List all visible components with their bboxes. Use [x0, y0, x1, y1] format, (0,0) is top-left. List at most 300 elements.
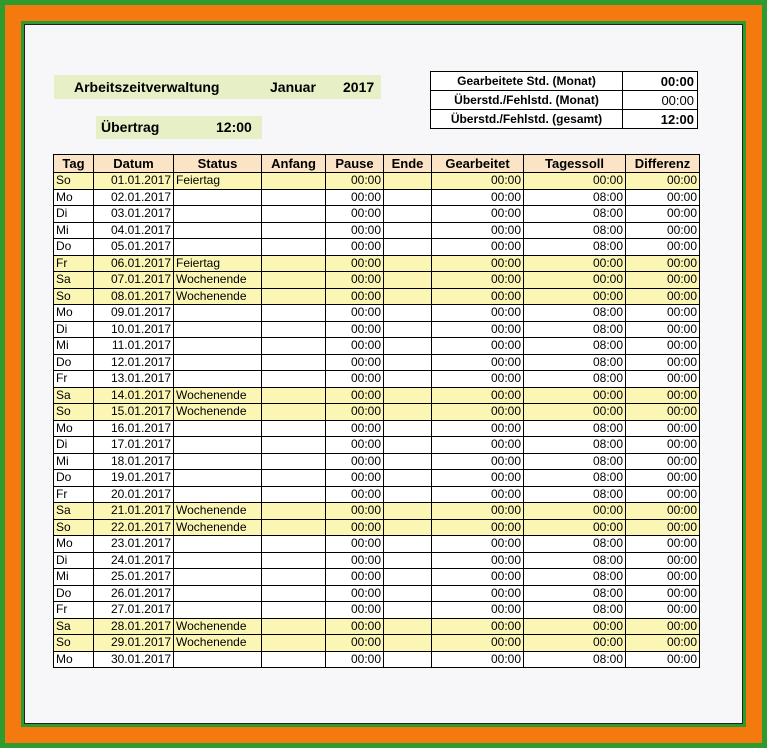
cell-differenz[interactable]: 00:00	[626, 354, 700, 371]
cell-tag[interactable]: Mo	[54, 189, 94, 206]
cell-differenz[interactable]: 00:00	[626, 618, 700, 635]
cell-status[interactable]: Wochenende	[174, 635, 262, 652]
cell-anfang[interactable]	[262, 453, 326, 470]
cell-status[interactable]	[174, 569, 262, 586]
cell-tagessoll[interactable]: 08:00	[524, 585, 626, 602]
cell-ende[interactable]	[384, 651, 432, 668]
cell-ende[interactable]	[384, 305, 432, 322]
cell-gearbeitet[interactable]: 00:00	[432, 420, 524, 437]
table-row	[54, 189, 700, 206]
cell-ende[interactable]	[384, 338, 432, 355]
cell-datum[interactable]: 17.01.2017	[94, 437, 174, 454]
cell-tagessoll[interactable]: 08:00	[524, 189, 626, 206]
cell-tagessoll[interactable]: 08:00	[524, 420, 626, 437]
cell-datum[interactable]: 03.01.2017	[94, 206, 174, 223]
col-header-differenz: Differenz	[626, 155, 700, 173]
cell-datum[interactable]: 26.01.2017	[94, 585, 174, 602]
cell-datum[interactable]: 12.01.2017	[94, 354, 174, 371]
cell-datum[interactable]: 23.01.2017	[94, 536, 174, 553]
cell-ende[interactable]	[384, 552, 432, 569]
cell-status[interactable]: Wochenende	[174, 618, 262, 635]
cell-datum[interactable]: 30.01.2017	[94, 651, 174, 668]
cell-tag[interactable]: So	[54, 404, 94, 421]
cell-tag[interactable]: Di	[54, 321, 94, 338]
cell-anfang[interactable]	[262, 321, 326, 338]
cell-gearbeitet[interactable]: 00:00	[432, 222, 524, 239]
cell-status[interactable]	[174, 651, 262, 668]
cell-differenz[interactable]: 00:00	[626, 453, 700, 470]
table-row	[54, 470, 700, 487]
cell-tagessoll[interactable]: 00:00	[524, 635, 626, 652]
cell-tag[interactable]: Mo	[54, 536, 94, 553]
cell-pause[interactable]: 00:00	[326, 420, 384, 437]
cell-datum[interactable]: 15.01.2017	[94, 404, 174, 421]
cell-ende[interactable]	[384, 321, 432, 338]
cell-pause[interactable]: 00:00	[326, 552, 384, 569]
cell-gearbeitet[interactable]: 00:00	[432, 354, 524, 371]
cell-status[interactable]: Wochenende	[174, 519, 262, 536]
cell-ende[interactable]	[384, 420, 432, 437]
cell-differenz[interactable]: 00:00	[626, 189, 700, 206]
cell-tagessoll[interactable]: 08:00	[524, 437, 626, 454]
cell-differenz[interactable]: 00:00	[626, 321, 700, 338]
table-row	[54, 635, 700, 652]
cell-tagessoll[interactable]: 08:00	[524, 222, 626, 239]
cell-gearbeitet[interactable]: 00:00	[432, 569, 524, 586]
cell-pause[interactable]: 00:00	[326, 651, 384, 668]
cell-differenz[interactable]: 00:00	[626, 272, 700, 289]
cell-pause[interactable]: 00:00	[326, 189, 384, 206]
cell-tag[interactable]: Mo	[54, 420, 94, 437]
cell-pause[interactable]: 00:00	[326, 354, 384, 371]
cell-tagessoll[interactable]: 00:00	[524, 272, 626, 289]
cell-ende[interactable]	[384, 437, 432, 454]
cell-tagessoll[interactable]: 08:00	[524, 470, 626, 487]
cell-pause[interactable]: 00:00	[326, 255, 384, 272]
cell-tagessoll[interactable]: 08:00	[524, 552, 626, 569]
cell-anfang[interactable]	[262, 272, 326, 289]
cell-gearbeitet[interactable]: 00:00	[432, 272, 524, 289]
cell-ende[interactable]	[384, 206, 432, 223]
cell-datum[interactable]: 14.01.2017	[94, 387, 174, 404]
cell-pause[interactable]: 00:00	[326, 305, 384, 322]
table-row	[54, 486, 700, 503]
cell-gearbeitet[interactable]: 00:00	[432, 305, 524, 322]
table-row	[54, 387, 700, 404]
cell-ende[interactable]	[384, 239, 432, 256]
cell-datum[interactable]: 22.01.2017	[94, 519, 174, 536]
cell-gearbeitet[interactable]: 00:00	[432, 288, 524, 305]
cell-differenz[interactable]: 00:00	[626, 651, 700, 668]
cell-ende[interactable]	[384, 288, 432, 305]
cell-tag[interactable]: Do	[54, 354, 94, 371]
cell-tagessoll[interactable]: 08:00	[524, 371, 626, 388]
carryover-value[interactable]: 12:00	[216, 119, 252, 135]
cell-ende[interactable]	[384, 404, 432, 421]
summary-value: 00:00	[623, 91, 698, 110]
cell-datum[interactable]: 13.01.2017	[94, 371, 174, 388]
cell-differenz[interactable]: 00:00	[626, 536, 700, 553]
cell-tagessoll[interactable]: 08:00	[524, 239, 626, 256]
cell-gearbeitet[interactable]: 00:00	[432, 635, 524, 652]
cell-status[interactable]	[174, 552, 262, 569]
cell-tag[interactable]: Mi	[54, 338, 94, 355]
cell-tagessoll[interactable]: 08:00	[524, 321, 626, 338]
cell-differenz[interactable]: 00:00	[626, 437, 700, 454]
cell-tagessoll[interactable]: 00:00	[524, 288, 626, 305]
table-row	[54, 651, 700, 668]
cell-tag[interactable]: Di	[54, 206, 94, 223]
cell-anfang[interactable]	[262, 239, 326, 256]
cell-pause[interactable]: 00:00	[326, 437, 384, 454]
cell-pause[interactable]: 00:00	[326, 387, 384, 404]
cell-tag[interactable]: Mi	[54, 222, 94, 239]
cell-anfang[interactable]	[262, 519, 326, 536]
cell-datum[interactable]: 18.01.2017	[94, 453, 174, 470]
cell-status[interactable]	[174, 486, 262, 503]
cell-pause[interactable]: 00:00	[326, 288, 384, 305]
cell-differenz[interactable]: 00:00	[626, 486, 700, 503]
cell-tagessoll[interactable]: 00:00	[524, 618, 626, 635]
cell-gearbeitet[interactable]: 00:00	[432, 536, 524, 553]
cell-gearbeitet[interactable]: 00:00	[432, 585, 524, 602]
table-row	[54, 239, 700, 256]
cell-gearbeitet[interactable]: 00:00	[432, 255, 524, 272]
cell-pause[interactable]: 00:00	[326, 222, 384, 239]
col-header-pause: Pause	[326, 155, 384, 173]
cell-datum[interactable]: 01.01.2017	[94, 173, 174, 190]
col-header-datum: Datum	[94, 155, 174, 173]
cell-anfang[interactable]	[262, 255, 326, 272]
cell-gearbeitet[interactable]: 00:00	[432, 321, 524, 338]
cell-ende[interactable]	[384, 255, 432, 272]
cell-differenz[interactable]: 00:00	[626, 255, 700, 272]
cell-tag[interactable]: Fr	[54, 255, 94, 272]
cell-tagessoll[interactable]: 08:00	[524, 602, 626, 619]
cell-status[interactable]	[174, 321, 262, 338]
cell-tagessoll[interactable]: 00:00	[524, 255, 626, 272]
cell-pause[interactable]: 00:00	[326, 453, 384, 470]
cell-tag[interactable]: So	[54, 288, 94, 305]
cell-status[interactable]	[174, 239, 262, 256]
cell-ende[interactable]	[384, 635, 432, 652]
cell-tagessoll[interactable]: 08:00	[524, 338, 626, 355]
cell-tag[interactable]: So	[54, 173, 94, 190]
cell-tagessoll[interactable]: 00:00	[524, 404, 626, 421]
cell-pause[interactable]: 00:00	[326, 519, 384, 536]
cell-datum[interactable]: 07.01.2017	[94, 272, 174, 289]
cell-gearbeitet[interactable]: 00:00	[432, 404, 524, 421]
cell-differenz[interactable]: 00:00	[626, 338, 700, 355]
cell-gearbeitet[interactable]: 00:00	[432, 552, 524, 569]
cell-datum[interactable]: 08.01.2017	[94, 288, 174, 305]
cell-tagessoll[interactable]: 00:00	[524, 173, 626, 190]
cell-pause[interactable]: 00:00	[326, 602, 384, 619]
cell-status[interactable]	[174, 222, 262, 239]
cell-tag[interactable]: Di	[54, 552, 94, 569]
cell-status[interactable]	[174, 354, 262, 371]
cell-status[interactable]: Feiertag	[174, 173, 262, 190]
cell-pause[interactable]: 00:00	[326, 173, 384, 190]
cell-tagessoll[interactable]: 00:00	[524, 519, 626, 536]
cell-tag[interactable]: Di	[54, 437, 94, 454]
cell-tagessoll[interactable]: 08:00	[524, 569, 626, 586]
cell-anfang[interactable]	[262, 470, 326, 487]
table-row	[54, 404, 700, 421]
cell-differenz[interactable]: 00:00	[626, 305, 700, 322]
cell-tagessoll[interactable]: 00:00	[524, 503, 626, 520]
cell-gearbeitet[interactable]: 00:00	[432, 651, 524, 668]
cell-tagessoll[interactable]: 00:00	[524, 387, 626, 404]
cell-ende[interactable]	[384, 536, 432, 553]
cell-ende[interactable]	[384, 371, 432, 388]
cell-anfang[interactable]	[262, 536, 326, 553]
cell-datum[interactable]: 16.01.2017	[94, 420, 174, 437]
cell-pause[interactable]: 00:00	[326, 536, 384, 553]
cell-differenz[interactable]: 00:00	[626, 387, 700, 404]
cell-differenz[interactable]: 00:00	[626, 552, 700, 569]
cell-differenz[interactable]: 00:00	[626, 420, 700, 437]
cell-datum[interactable]: 04.01.2017	[94, 222, 174, 239]
cell-datum[interactable]: 06.01.2017	[94, 255, 174, 272]
cell-anfang[interactable]	[262, 305, 326, 322]
cell-pause[interactable]: 00:00	[326, 239, 384, 256]
cell-ende[interactable]	[384, 387, 432, 404]
cell-pause[interactable]: 00:00	[326, 371, 384, 388]
cell-status[interactable]: Wochenende	[174, 387, 262, 404]
cell-anfang[interactable]	[262, 651, 326, 668]
cell-tagessoll[interactable]: 08:00	[524, 651, 626, 668]
cell-ende[interactable]	[384, 354, 432, 371]
cell-differenz[interactable]: 00:00	[626, 602, 700, 619]
cell-gearbeitet[interactable]: 00:00	[432, 602, 524, 619]
cell-datum[interactable]: 09.01.2017	[94, 305, 174, 322]
cell-status[interactable]	[174, 585, 262, 602]
cell-anfang[interactable]	[262, 585, 326, 602]
cell-differenz[interactable]: 00:00	[626, 371, 700, 388]
cell-datum[interactable]: 19.01.2017	[94, 470, 174, 487]
cell-anfang[interactable]	[262, 288, 326, 305]
cell-tag[interactable]: Fr	[54, 602, 94, 619]
cell-tagessoll[interactable]: 08:00	[524, 536, 626, 553]
cell-tag[interactable]: Do	[54, 585, 94, 602]
cell-ende[interactable]	[384, 602, 432, 619]
cell-gearbeitet[interactable]: 00:00	[432, 239, 524, 256]
month-label[interactable]: Januar	[270, 79, 316, 95]
cell-anfang[interactable]	[262, 569, 326, 586]
cell-ende[interactable]	[384, 486, 432, 503]
table-row	[54, 552, 700, 569]
cell-tag[interactable]: So	[54, 519, 94, 536]
cell-anfang[interactable]	[262, 602, 326, 619]
cell-status[interactable]: Wochenende	[174, 272, 262, 289]
cell-gearbeitet[interactable]: 00:00	[432, 437, 524, 454]
cell-tagessoll[interactable]: 08:00	[524, 206, 626, 223]
cell-tag[interactable]: Mo	[54, 651, 94, 668]
cell-status[interactable]	[174, 536, 262, 553]
cell-anfang[interactable]	[262, 503, 326, 520]
cell-differenz[interactable]: 00:00	[626, 569, 700, 586]
cell-status[interactable]	[174, 470, 262, 487]
cell-gearbeitet[interactable]: 00:00	[432, 470, 524, 487]
cell-ende[interactable]	[384, 503, 432, 520]
cell-tag[interactable]: Fr	[54, 486, 94, 503]
cell-status[interactable]	[174, 371, 262, 388]
cell-differenz[interactable]: 00:00	[626, 239, 700, 256]
cell-datum[interactable]: 20.01.2017	[94, 486, 174, 503]
cell-differenz[interactable]: 00:00	[626, 519, 700, 536]
cell-anfang[interactable]	[262, 404, 326, 421]
cell-differenz[interactable]: 00:00	[626, 173, 700, 190]
summary-label: Gearbeitete Std. (Monat)	[431, 72, 623, 91]
cell-pause[interactable]: 00:00	[326, 206, 384, 223]
cell-anfang[interactable]	[262, 437, 326, 454]
cell-status[interactable]: Feiertag	[174, 255, 262, 272]
cell-pause[interactable]: 00:00	[326, 618, 384, 635]
cell-datum[interactable]: 25.01.2017	[94, 569, 174, 586]
cell-tag[interactable]: Sa	[54, 272, 94, 289]
cell-differenz[interactable]: 00:00	[626, 288, 700, 305]
cell-gearbeitet[interactable]: 00:00	[432, 453, 524, 470]
cell-anfang[interactable]	[262, 486, 326, 503]
cell-pause[interactable]: 00:00	[326, 338, 384, 355]
cell-status[interactable]	[174, 420, 262, 437]
cell-ende[interactable]	[384, 585, 432, 602]
cell-tagessoll[interactable]: 08:00	[524, 354, 626, 371]
cell-tag[interactable]: Mo	[54, 305, 94, 322]
cell-gearbeitet[interactable]: 00:00	[432, 618, 524, 635]
cell-status[interactable]	[174, 338, 262, 355]
cell-gearbeitet[interactable]: 00:00	[432, 503, 524, 520]
cell-anfang[interactable]	[262, 189, 326, 206]
cell-anfang[interactable]	[262, 222, 326, 239]
cell-ende[interactable]	[384, 470, 432, 487]
cell-tag[interactable]: Sa	[54, 618, 94, 635]
cell-pause[interactable]: 00:00	[326, 585, 384, 602]
cell-differenz[interactable]: 00:00	[626, 503, 700, 520]
cell-ende[interactable]	[384, 173, 432, 190]
cell-anfang[interactable]	[262, 371, 326, 388]
cell-gearbeitet[interactable]: 00:00	[432, 189, 524, 206]
cell-tagessoll[interactable]: 08:00	[524, 453, 626, 470]
cell-ende[interactable]	[384, 189, 432, 206]
cell-anfang[interactable]	[262, 354, 326, 371]
cell-datum[interactable]: 10.01.2017	[94, 321, 174, 338]
cell-status[interactable]	[174, 189, 262, 206]
cell-pause[interactable]: 00:00	[326, 470, 384, 487]
cell-status[interactable]: Wochenende	[174, 288, 262, 305]
cell-gearbeitet[interactable]: 00:00	[432, 371, 524, 388]
cell-pause[interactable]: 00:00	[326, 503, 384, 520]
cell-differenz[interactable]: 00:00	[626, 222, 700, 239]
cell-anfang[interactable]	[262, 420, 326, 437]
cell-anfang[interactable]	[262, 618, 326, 635]
table-row	[54, 420, 700, 437]
cell-anfang[interactable]	[262, 552, 326, 569]
cell-differenz[interactable]: 00:00	[626, 470, 700, 487]
cell-ende[interactable]	[384, 569, 432, 586]
cell-gearbeitet[interactable]: 00:00	[432, 206, 524, 223]
cell-anfang[interactable]	[262, 173, 326, 190]
col-header-anfang: Anfang	[262, 155, 326, 173]
table-row	[54, 602, 700, 619]
cell-ende[interactable]	[384, 222, 432, 239]
cell-anfang[interactable]	[262, 387, 326, 404]
cell-tagessoll[interactable]: 08:00	[524, 486, 626, 503]
cell-anfang[interactable]	[262, 206, 326, 223]
cell-status[interactable]: Wochenende	[174, 503, 262, 520]
cell-tag[interactable]: Sa	[54, 387, 94, 404]
cell-pause[interactable]: 00:00	[326, 635, 384, 652]
cell-tag[interactable]: Fr	[54, 371, 94, 388]
cell-status[interactable]	[174, 206, 262, 223]
table-row	[54, 519, 700, 536]
table-header-row	[54, 155, 700, 173]
cell-datum[interactable]: 02.01.2017	[94, 189, 174, 206]
summary-label: Überstd./Fehlstd. (gesamt)	[431, 110, 623, 129]
cell-anfang[interactable]	[262, 338, 326, 355]
cell-datum[interactable]: 29.01.2017	[94, 635, 174, 652]
table-row	[54, 569, 700, 586]
carryover-label: Übertrag	[101, 119, 160, 135]
cell-ende[interactable]	[384, 618, 432, 635]
cell-datum[interactable]: 27.01.2017	[94, 602, 174, 619]
cell-datum[interactable]: 24.01.2017	[94, 552, 174, 569]
cell-gearbeitet[interactable]: 00:00	[432, 338, 524, 355]
cell-tag[interactable]: So	[54, 635, 94, 652]
cell-differenz[interactable]: 00:00	[626, 585, 700, 602]
cell-tag[interactable]: Do	[54, 239, 94, 256]
cell-pause[interactable]: 00:00	[326, 486, 384, 503]
summary-row	[431, 72, 698, 91]
table-row	[54, 371, 700, 388]
cell-gearbeitet[interactable]: 00:00	[432, 486, 524, 503]
cell-tag[interactable]: Sa	[54, 503, 94, 520]
cell-tag[interactable]: Mi	[54, 569, 94, 586]
cell-datum[interactable]: 21.01.2017	[94, 503, 174, 520]
cell-pause[interactable]: 00:00	[326, 404, 384, 421]
cell-status[interactable]	[174, 602, 262, 619]
cell-status[interactable]	[174, 453, 262, 470]
cell-status[interactable]	[174, 437, 262, 454]
table-row	[54, 503, 700, 520]
cell-ende[interactable]	[384, 272, 432, 289]
cell-gearbeitet[interactable]: 00:00	[432, 387, 524, 404]
cell-pause[interactable]: 00:00	[326, 272, 384, 289]
year-label[interactable]: 2017	[343, 79, 375, 95]
cell-pause[interactable]: 00:00	[326, 321, 384, 338]
cell-datum[interactable]: 05.01.2017	[94, 239, 174, 256]
cell-gearbeitet[interactable]: 00:00	[432, 519, 524, 536]
cell-status[interactable]	[174, 305, 262, 322]
cell-datum[interactable]: 11.01.2017	[94, 338, 174, 355]
cell-datum[interactable]: 28.01.2017	[94, 618, 174, 635]
cell-tag[interactable]: Mi	[54, 453, 94, 470]
cell-ende[interactable]	[384, 453, 432, 470]
cell-pause[interactable]: 00:00	[326, 569, 384, 586]
cell-differenz[interactable]: 00:00	[626, 635, 700, 652]
cell-anfang[interactable]	[262, 635, 326, 652]
cell-ende[interactable]	[384, 519, 432, 536]
cell-status[interactable]: Wochenende	[174, 404, 262, 421]
table-row	[54, 206, 700, 223]
cell-differenz[interactable]: 00:00	[626, 206, 700, 223]
cell-tag[interactable]: Do	[54, 470, 94, 487]
cell-differenz[interactable]: 00:00	[626, 404, 700, 421]
cell-tagessoll[interactable]: 08:00	[524, 305, 626, 322]
cell-gearbeitet[interactable]: 00:00	[432, 173, 524, 190]
col-header-status: Status	[174, 155, 262, 173]
